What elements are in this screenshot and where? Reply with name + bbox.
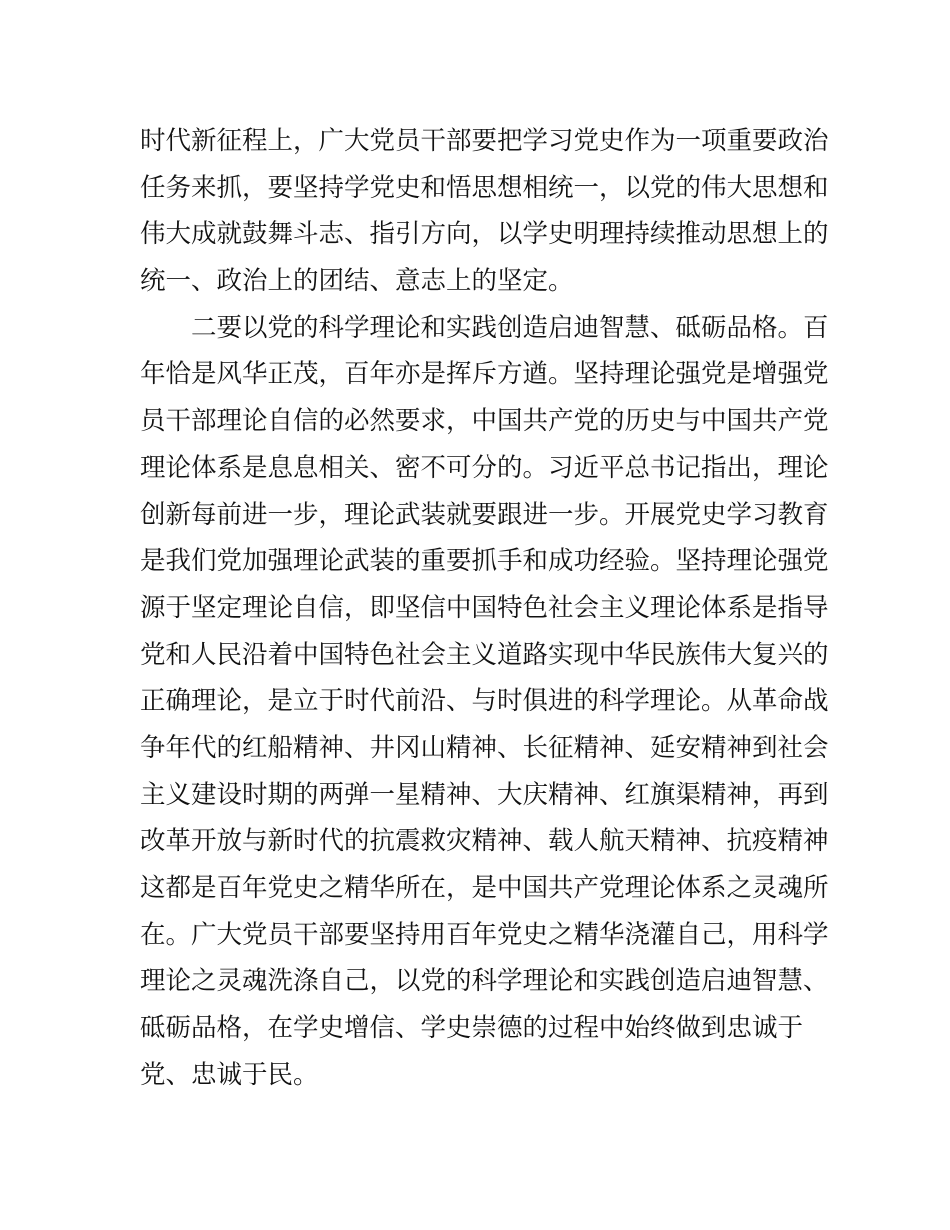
text-line: 正确理论，是立于时代前沿、与时俱进的科学理论。从革命战 [140,686,829,717]
text-line: 年恰是风华正茂，百年亦是挥斥方遒。坚持理论强党是增强党 [140,359,829,390]
paragraph-2 [140,305,829,1099]
text-line: 二要以党的科学理论和实践创造启迪智慧、砥砺品格。百 [140,312,829,343]
text-line: 伟大成就鼓舞斗志、指引方向，以学史明理持续推动思想上的 [140,219,829,250]
text-line: 争年代的红船精神、井冈山精神、长征精神、延安精神到社会 [140,732,829,763]
text-line: 任务来抓，要坚持学党史和悟思想相统一，以党的伟大思想和 [140,172,829,203]
text-line: 源于坚定理论自信，即坚信中国特色社会主义理论体系是指导 [140,592,829,623]
text-line: 统一、政治上的团结、意志上的坚定。 [140,266,574,297]
text-line: 主义建设时期的两弹一星精神、大庆精神、红旗渠精神，再到 [140,779,829,810]
text-line: 时代新征程上，广大党员干部要把学习党史作为一项重要政治 [140,126,829,156]
document-body [140,118,829,1098]
text-line: 在。广大党员干部要坚持用百年党史之精华浇灌自己，用科学 [140,919,829,950]
text-line: 创新每前进一步，理论武装就要跟进一步。开展党史学习教育 [140,499,829,530]
text-line: 砥砺品格，在学史增信、学史崇德的过程中始终做到忠诚于 [140,1013,804,1044]
text-line: 是我们党加强理论武装的重要抓手和成功经验。坚持理论强党 [140,546,829,577]
paragraph-1 [140,118,829,305]
text-line: 这都是百年党史之精华所在，是中国共产党理论体系之灵魂所 [140,873,829,903]
text-line: 党、忠诚于民。 [140,1059,319,1090]
text-line: 理论体系是息息相关、密不可分的。习近平总书记指出，理论 [140,452,829,483]
text-line: 员干部理论自信的必然要求，中国共产党的历史与中国共产党 [140,406,829,437]
text-line: 理论之灵魂洗涤自己，以党的科学理论和实践创造启迪智慧、 [140,966,829,997]
text-line: 改革开放与新时代的抗震救灾精神、载人航天精神、抗疫精神 [140,826,829,857]
text-line: 党和人民沿着中国特色社会主义道路实现中华民族伟大复兴的 [140,639,829,670]
